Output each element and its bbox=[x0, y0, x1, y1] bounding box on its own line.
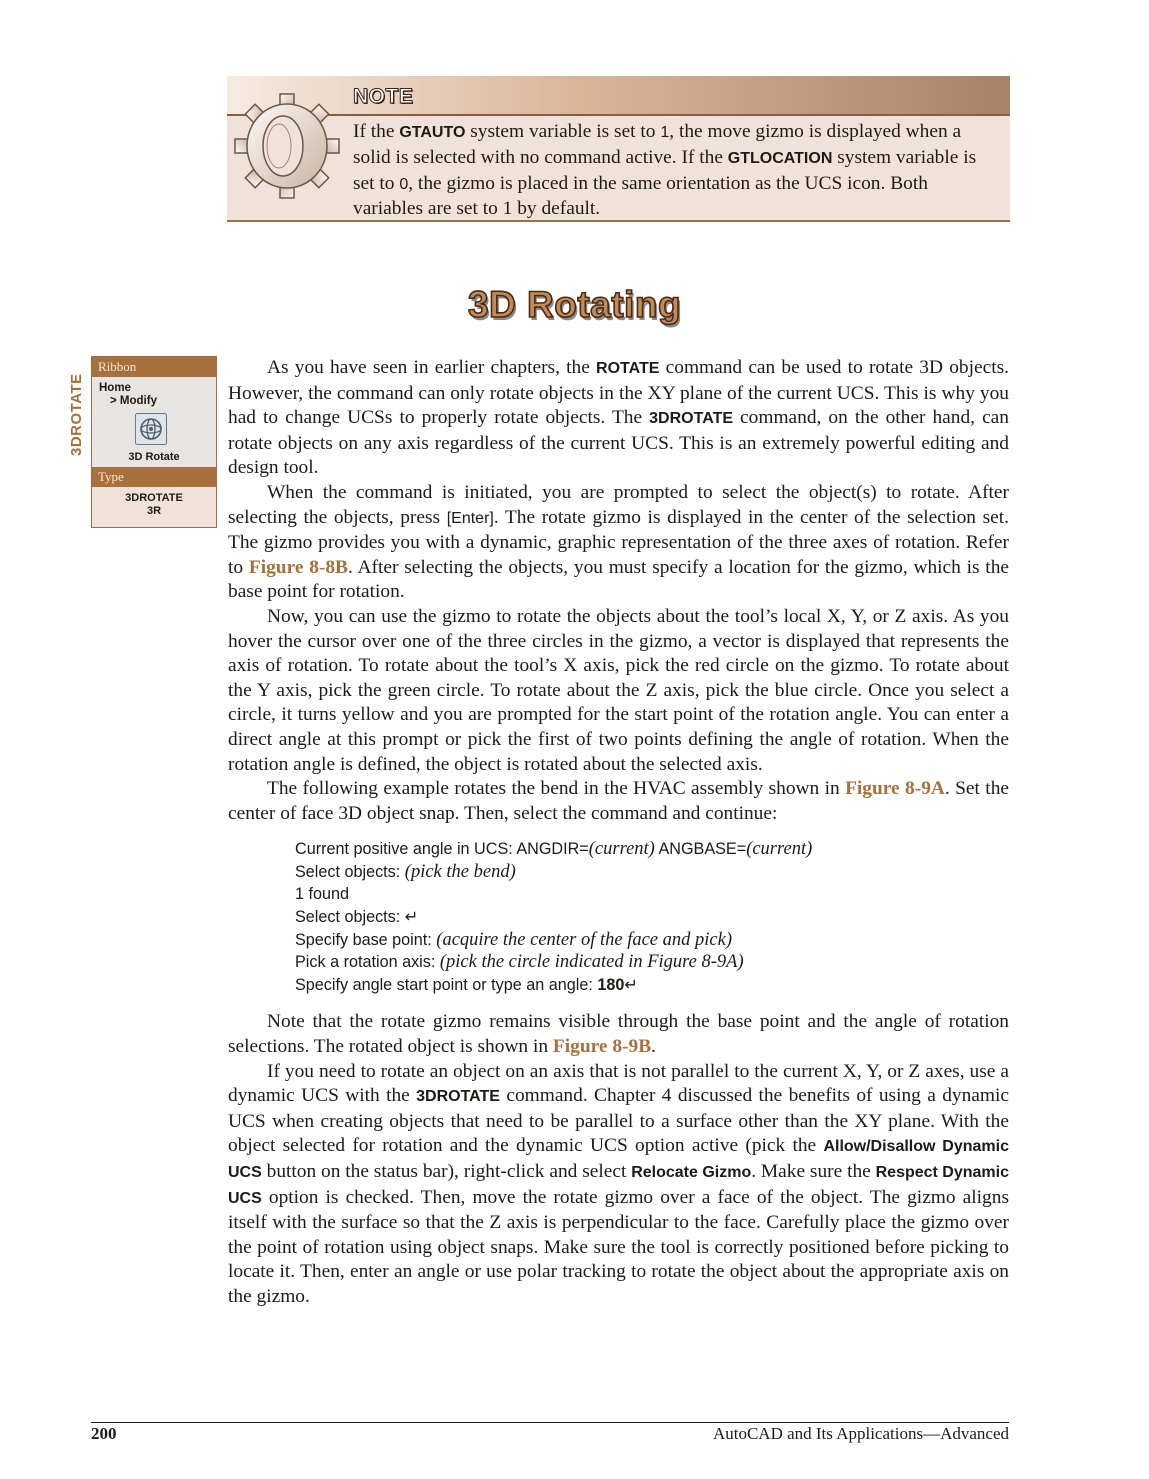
footer-rule bbox=[91, 1422, 1009, 1423]
ribbon-body bbox=[92, 377, 216, 467]
command-line: Select objects: (pick the bend) bbox=[295, 861, 516, 882]
command-vertical-label: 3DROTATE bbox=[68, 373, 85, 456]
command-line: Current positive angle in UCS: ANGDIR=(current) ANGBASE=(current) bbox=[295, 839, 813, 860]
type-commands bbox=[92, 487, 216, 518]
ribbon-modify-panel: > Modify bbox=[110, 395, 157, 407]
note-header-bar bbox=[227, 76, 1010, 116]
paragraph: As you have seen in earlier chapters, the ROTATE command can be used to rotate 3D objects. However, the command can only rotate objects in the XY plane of the current UCS. This is why you had to change UCSs to properly rotate objects. The 3DROTATE command, on the other hand, can rotate objects on any axis regardless of the current UCS. This is an extremely powerful editing and design tool. bbox=[228, 357, 1009, 479]
ribbon-home-tab: Home bbox=[99, 382, 131, 394]
command-line: Specify base point: (acquire the center of the face and pick) bbox=[295, 929, 732, 950]
ribbon-label: Ribbon bbox=[92, 357, 216, 377]
paragraph: The following example rotates the bend in the HVAC assembly shown in Figure 8-9A. Set the center of face 3D object snap. Then, select the command and continue: bbox=[228, 778, 1009, 824]
paragraph: When the command is initiated, you are prompted to select the object(s) to rotate. After selecting the objects, press [Enter]. The rotate gizmo is displayed in the center of the selection set. The gizmo provides you with a dynamic, graphic representation of the three axes of rotation. Refer to Figure 8-8B. After selecting the objects, you must specify a location for the gizmo, which is the base point for rotation. bbox=[228, 481, 1010, 603]
command-line: 1 found bbox=[295, 885, 350, 904]
type-command-full: 3DROTATE bbox=[125, 492, 183, 504]
note-title: NOTE bbox=[353, 85, 414, 108]
section-heading: 3D Rotating bbox=[467, 284, 682, 325]
book-title: AutoCAD and Its Applications—Advanced bbox=[712, 1424, 1009, 1443]
note-box bbox=[227, 76, 1010, 222]
command-sequence bbox=[295, 838, 1009, 996]
page-number: 200 bbox=[91, 1424, 117, 1443]
note-text: If the GTAUTO system variable is set to 1, the move gizmo is displayed when a solid is selected with no command active. If the GTLOCATION system variable is set to 0, the gizmo is placed in the same orientation as the UCS icon. Both variables are set to 1 by default. bbox=[353, 121, 977, 220]
ribbon-reference-box bbox=[91, 356, 217, 528]
type-label: Type bbox=[92, 467, 216, 487]
paragraph: Now, you can use the gizmo to rotate the objects about the tool’s local X, Y, or Z axis. As you hover the cursor over one of the three circles in the gizmo, a vector is displayed that represents the axis of rotation. To rotate about the tool’s X axis, pick the red circle on the gizmo. To rotate about the Y axis, pick the green circle. To rotate about the Z axis, pick the blue circle. Once you select a circle, it turns yellow and you are prompted for the start point of the rotation angle. You can enter a direct angle at this prompt or pick the first of two points defining the angle of rotation. When the rotation angle is defined, the object is rotated about the selected axis. bbox=[228, 605, 1009, 775]
paragraph: Note that the rotate gizmo remains visible through the base point and the angle of rotation selections. The rotated object is shown in Figure 8-9B. bbox=[228, 1011, 1009, 1058]
command-line: Select objects: ↵ bbox=[295, 908, 419, 927]
gear-icon bbox=[233, 82, 341, 210]
3d-rotate-icon bbox=[135, 413, 167, 445]
body-text bbox=[228, 356, 1009, 1310]
ribbon-button-caption: 3D Rotate bbox=[128, 451, 180, 463]
paragraph: If you need to rotate an object on an axis that is not parallel to the current X, Y, or Z axes, use a dynamic UCS with the 3DROTATE command. Chapter 4 discussed the benefits of using a dynamic UCS when creating objects that need to be parallel to a surface other than the XY plane. With the object selected for rotation and the dynamic UCS option active (pick the Allow/Disallow Dynamic UCS button on the status bar), right-click and select Relocate Gizmo. Make sure the Respect Dynamic UCS option is checked. Then, move the rotate gizmo over a face of the object. The gizmo aligns itself with the surface so that the Z axis is perpendicular to the face. Carefully place the gizmo over the point of rotation using object snaps. Make sure the tool is correctly positioned before picking to locate it. Then, enter an angle or use polar tracking to rotate the object about the appropriate axis on the gizmo. bbox=[228, 1060, 1010, 1307]
type-command-alias: 3R bbox=[146, 505, 162, 517]
command-line: Pick a rotation axis: (pick the circle indicated in Figure 8-9A) bbox=[295, 952, 744, 973]
command-line: Specify angle start point or type an angle: 180↵ bbox=[295, 975, 638, 994]
